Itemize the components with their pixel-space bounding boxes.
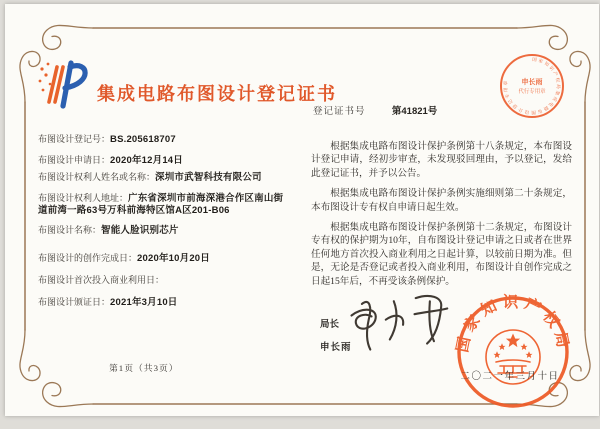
corner-seal-ring <box>501 55 563 117</box>
cert-number-label: 登记证书号 <box>313 107 366 117</box>
field-value: 深圳市武智科技有限公司 <box>155 172 262 183</box>
director-autograph <box>341 289 456 359</box>
field-design-name <box>38 225 284 237</box>
certificate-page <box>5 4 599 416</box>
paragraph-registration-grant: 根据集成电路布图设计保护条例第十八条规定，本布图设计登记申请，经初步审查，未发现驳回理由，予以登记，发给此登记证书，并予以公告。 <box>311 141 572 179</box>
field-value: BS.205618707 <box>110 134 176 145</box>
field-holder-name <box>38 172 284 184</box>
field-label: 布图设计颁证日： <box>38 297 111 307</box>
field-value: 2020年12月14日 <box>110 155 183 166</box>
field-value: 广东省深圳市前海深港合作区南山街道前湾一路63号万科前海特区馆A区201-B06 <box>38 193 284 216</box>
field-value: 智能人脸识别芯片 <box>101 225 179 236</box>
director-name: 申长雨 <box>320 343 352 353</box>
field-value: 2021年3月10日 <box>110 297 178 308</box>
director-title: 局长 <box>320 320 340 330</box>
field-creation-completion-date <box>38 253 284 265</box>
logo-blue-p <box>63 63 85 106</box>
cnipa-seal <box>452 291 574 413</box>
field-label: 布图设计的创作完成日： <box>38 253 138 263</box>
corner-seal-center-name: 申长雨 <box>521 78 543 86</box>
field-holder-address <box>38 193 284 216</box>
paragraph-protection-term: 根据集成电路布图设计保护条例第十二条规定，布图设计专有权的保护期为10年，自布图设计登记申请之日或者在世界任何地方首次投入商业利用之日起计算，以较前日期为准。但是，无论是否登记或者投入商业利用，布图设计自创作完成之日起15年后，不再受该条例保护。 <box>311 222 572 287</box>
paragraph-effective-date: 根据集成电路布图设计保护条例实施细则第二十条规定，本布图设计专有权自申请日起生效。 <box>311 188 572 213</box>
field-certificate-issue-date <box>38 297 284 309</box>
corner-seal-ring-text: 国家知识产权局集成电路布图设计登记专用章 <box>502 56 562 116</box>
corner-seal-center-label: 代行专用章 <box>518 89 546 95</box>
cert-number-row <box>313 103 437 117</box>
legal-text-block <box>311 140 572 295</box>
field-value: 2020年10月20日 <box>137 253 210 264</box>
field-label: 布图设计权利人地址： <box>38 193 129 203</box>
field-registration-number <box>38 134 284 146</box>
field-label: 布图设计权利人姓名或名称： <box>38 172 156 182</box>
field-label: 布图设计名称： <box>38 225 102 235</box>
field-label: 布图设计首次投入商业利用日： <box>38 275 165 285</box>
field-application-date <box>38 155 284 167</box>
seal-date: 二〇二一年三月十日 <box>460 372 560 382</box>
field-label: 布图设计登记号： <box>38 134 111 144</box>
field-first-commercial-use-date <box>38 275 284 287</box>
corner-ornament-bottom-left <box>20 330 93 407</box>
field-label: 布图设计申请日： <box>38 155 111 165</box>
page-number: 第1页（共3页） <box>109 363 179 373</box>
cert-number-value: 第41821号 <box>391 106 438 117</box>
seal-ring-text: 国家知识产权局 <box>454 294 572 354</box>
certificate-title: 集成电路布图设计登记证书 <box>97 84 337 104</box>
logo-petals <box>39 63 52 92</box>
corner-seal <box>498 52 566 120</box>
ip-logo-icon <box>36 57 96 109</box>
